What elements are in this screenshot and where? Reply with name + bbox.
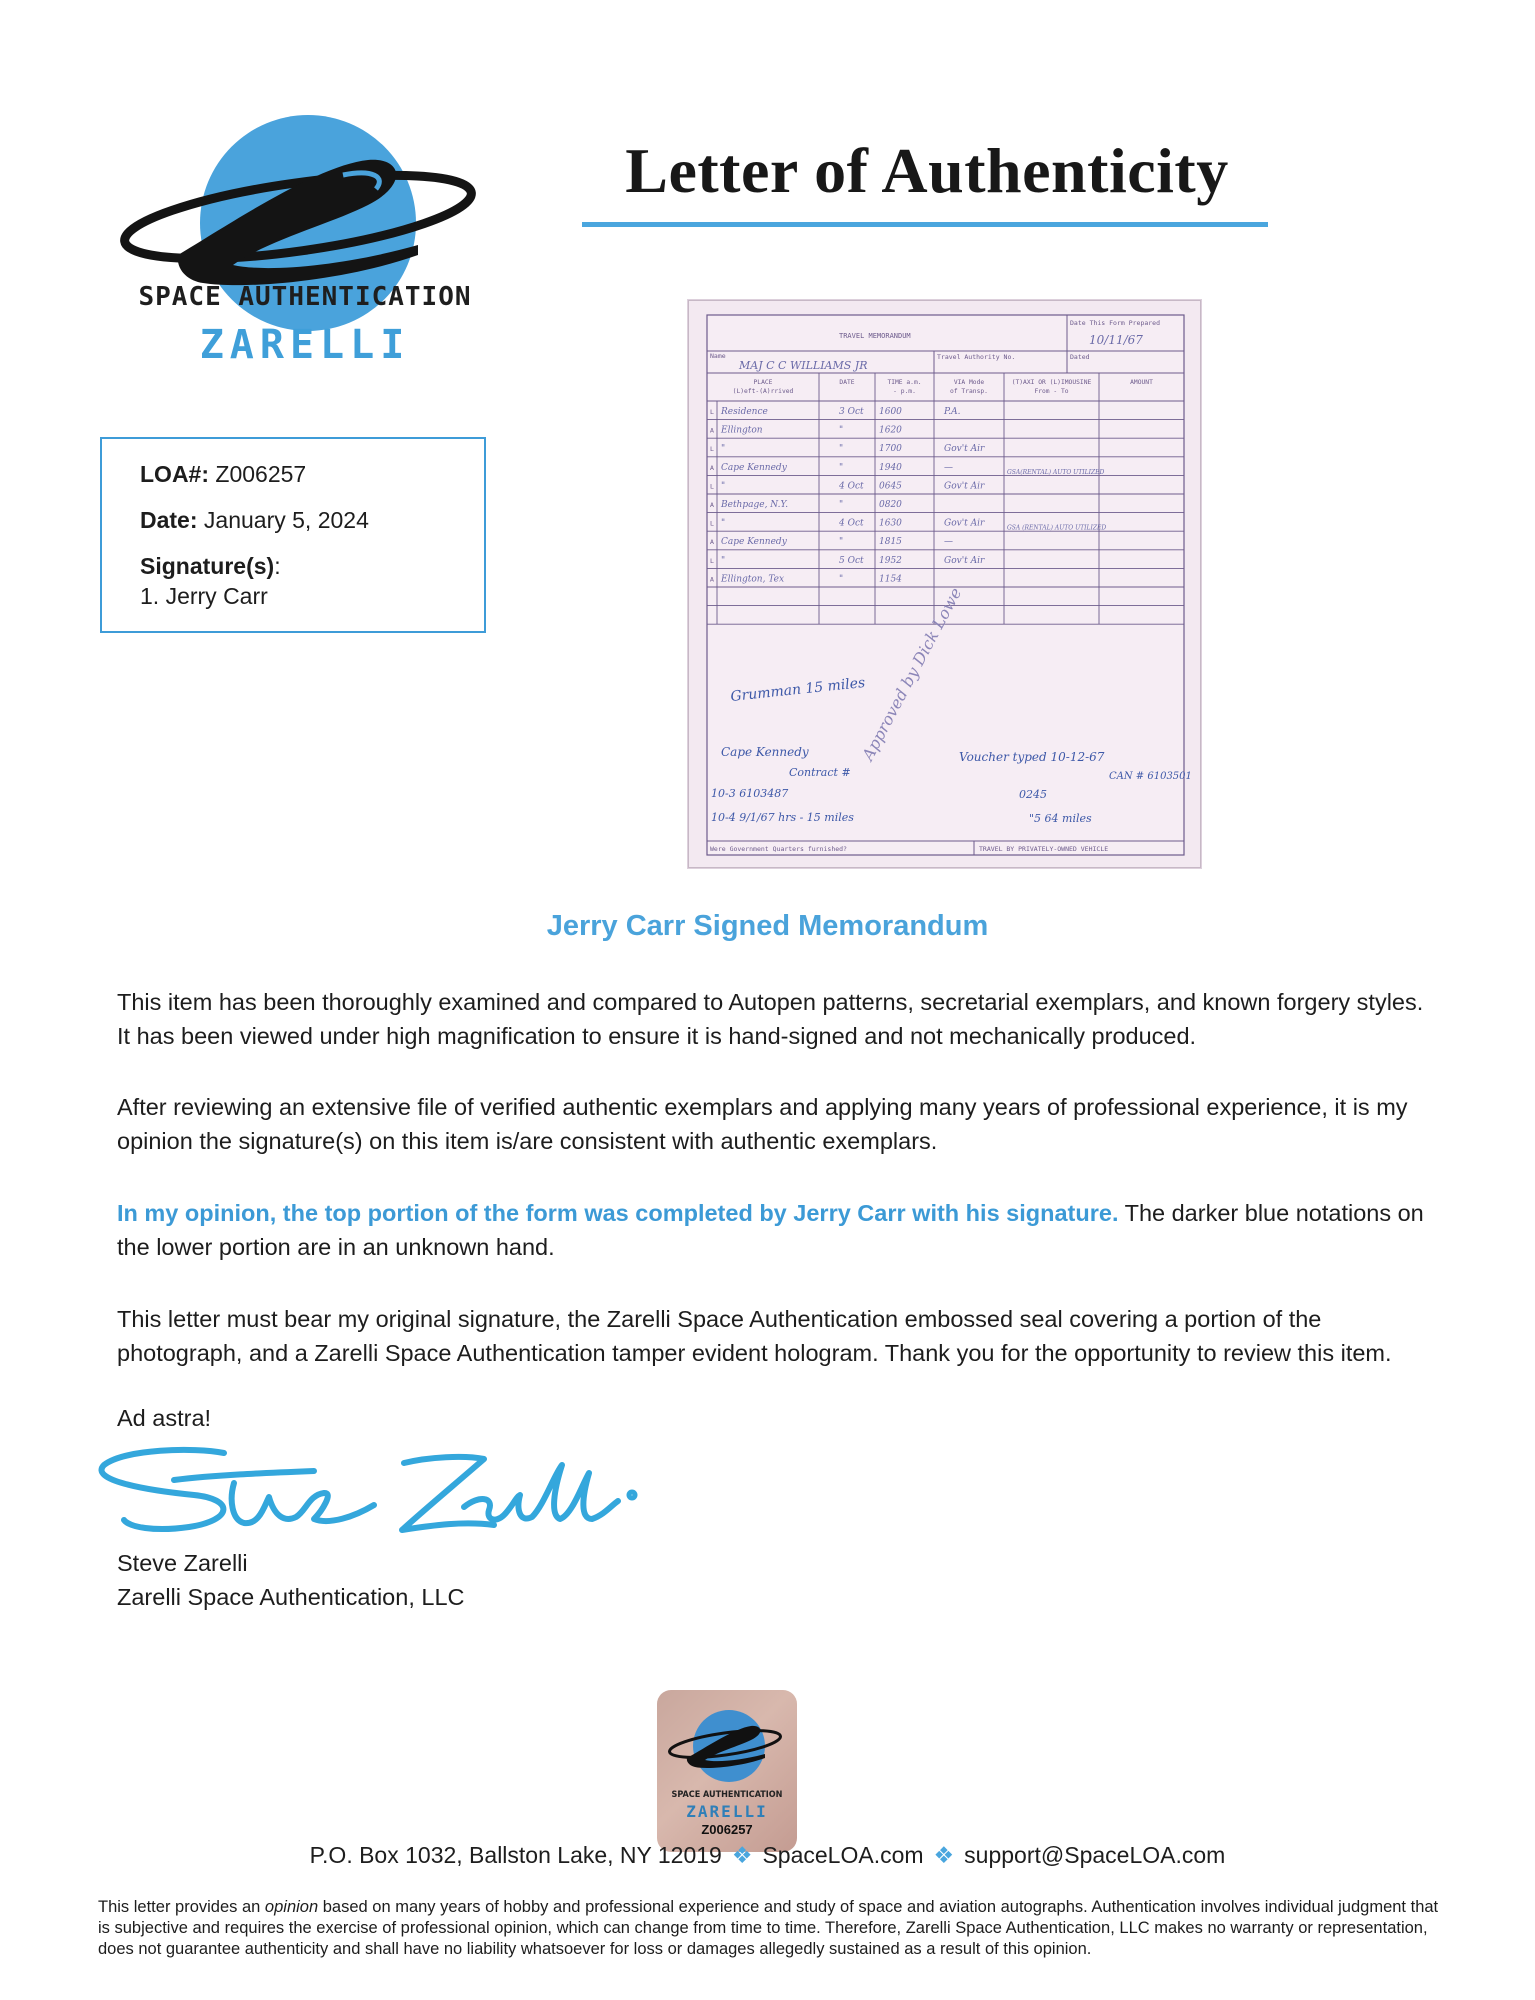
hologram-id: Z006257 bbox=[701, 1822, 753, 1837]
memo-cell: A bbox=[710, 575, 714, 584]
memo-cell: L bbox=[710, 519, 714, 528]
memo-cell: 0820 bbox=[879, 500, 902, 510]
memo-cell: 1620 bbox=[879, 425, 902, 436]
memo-date-prepared: 10/11/67 bbox=[1089, 333, 1143, 347]
memo-cell: Cape Kennedy bbox=[721, 537, 787, 548]
memo-cell: 1630 bbox=[879, 518, 902, 529]
loa-date-line bbox=[140, 507, 369, 534]
memo-cell: A bbox=[710, 463, 714, 472]
logo-brand-top: SPACE AUTHENTICATION bbox=[138, 282, 472, 312]
memo-cell: Cape Kennedy bbox=[721, 462, 787, 473]
memo-cell: " bbox=[839, 574, 844, 585]
memo-dated-label: Dated bbox=[1070, 353, 1090, 361]
memo-column-header: - p.m. bbox=[893, 388, 916, 395]
memo-cell: " bbox=[721, 481, 726, 492]
memo-cell: L bbox=[710, 408, 714, 416]
footer-separator-icon: ❖ bbox=[933, 1842, 955, 1868]
paragraph-portion-rest: The darker blue notations on the lower portion are in an unknown hand. bbox=[117, 1200, 1424, 1260]
memo-cell: 1154 bbox=[879, 574, 902, 585]
memo-name-label: Name bbox=[710, 352, 726, 360]
memo-column-header: TIME a.m. bbox=[887, 379, 922, 386]
memo-cell: 1940 bbox=[879, 462, 902, 473]
hologram-brand: ZARELLI bbox=[686, 1802, 768, 1821]
memo-cell: — bbox=[944, 462, 953, 473]
memo-column-header: (T)AXI OR (L)IMOUSINE bbox=[1011, 379, 1092, 386]
paragraph-requirements: This letter must bear my original signature, the Zarelli Space Authentication embossed seal covering a portion of the photograph, and a Zarelli Space Authentication tamper evident hologram. Thank you for the opportunity to review this item. bbox=[117, 1306, 1392, 1366]
disclaimer-part-1: This letter provides an bbox=[98, 1898, 265, 1916]
memo-footer-right: TRAVEL BY PRIVATELY-OWNED VEHICLE bbox=[979, 845, 1109, 853]
memo-cell: 1600 bbox=[879, 407, 902, 417]
memo-column-header: From - To bbox=[1034, 388, 1069, 395]
memo-date-prepared-label: Date This Form Prepared bbox=[1070, 319, 1161, 327]
memo-column-header: PLACE bbox=[753, 379, 773, 386]
footer-email[interactable]: support@SpaceLOA.com bbox=[964, 1842, 1226, 1868]
loa-info-box bbox=[100, 437, 486, 633]
paragraph-examination: This item has been thoroughly examined and compared to Autopen patterns, secretarial exemplars, and known forgery styles. It has been viewed under high magnification to ensure it is hand-signed and not mechanically produced. bbox=[117, 989, 1424, 1049]
hologram-top-text: SPACE AUTHENTICATION bbox=[671, 1790, 783, 1800]
footer-separator-icon: ❖ bbox=[731, 1842, 753, 1868]
memo-cell: " bbox=[839, 425, 844, 436]
memo-cell: L bbox=[710, 556, 714, 565]
memo-cell: Gov't Air bbox=[944, 481, 985, 492]
page-title: Letter of Authenticity bbox=[625, 135, 1229, 206]
memo-note-voucher: Voucher typed 10-12-67 bbox=[959, 750, 1105, 764]
memo-cell: 4 Oct bbox=[839, 481, 864, 492]
memo-note-row1: 10-3 6103487 bbox=[711, 787, 789, 800]
loa-number-line bbox=[140, 461, 306, 488]
memo-column-header: VIA Mode bbox=[953, 379, 985, 386]
memo-cell: Gov't Air bbox=[944, 518, 985, 529]
memo-header: TRAVEL MEMORANDUM bbox=[839, 332, 911, 340]
paragraph-opinion: After reviewing an extensive file of verified authentic exemplars and applying many years of professional experience, it is my opinion the signature(s) on this item is/are consistent with authentic exemplars. bbox=[117, 1094, 1408, 1154]
disclaimer-emphasis: opinion bbox=[264, 1898, 319, 1916]
memo-column-header: DATE bbox=[839, 379, 855, 386]
memo-cell: " bbox=[721, 444, 726, 455]
paragraph-portion-highlight: In my opinion, the top portion of the form was completed by Jerry Carr with his signature. bbox=[117, 1200, 1119, 1226]
authentication-hologram bbox=[657, 1690, 797, 1852]
memo-note-miles: "5 64 miles bbox=[1029, 812, 1092, 825]
signer-name: Steve Zarelli bbox=[117, 1550, 248, 1576]
closing-salutation: Ad astra! bbox=[117, 1405, 212, 1431]
footer-address: P.O. Box 1032, Ballston Lake, NY 12019 bbox=[309, 1842, 722, 1868]
memo-cell: " bbox=[839, 444, 844, 455]
loa-signatures-colon: : bbox=[274, 553, 281, 579]
memo-column-header: of Transp. bbox=[950, 388, 988, 395]
memo-cell: Ellington, Tex bbox=[721, 574, 785, 585]
loa-signatures-label: Signature(s) bbox=[140, 553, 275, 579]
item-subtitle: Jerry Carr Signed Memorandum bbox=[546, 910, 989, 942]
memo-note-0245: 0245 bbox=[1019, 788, 1047, 801]
memo-cell: A bbox=[710, 501, 714, 509]
memo-cell: A bbox=[710, 538, 714, 547]
memo-note-grumman: Grumman 15 miles bbox=[729, 674, 866, 705]
memo-cell: GSA (RENTAL) AUTO UTILIZED bbox=[1007, 524, 1107, 532]
memo-cell: L bbox=[710, 445, 714, 454]
memorandum-form bbox=[689, 301, 1202, 869]
memo-cell: " bbox=[839, 462, 844, 473]
memo-cell: " bbox=[839, 537, 844, 548]
loa-signatures-label-line bbox=[140, 553, 281, 580]
legal-disclaimer bbox=[98, 1897, 1443, 1960]
memo-cell: 4 Oct bbox=[839, 518, 864, 529]
memo-cell: 1815 bbox=[879, 537, 902, 548]
memo-footer-left: Were Government Quarters furnished? bbox=[710, 845, 847, 853]
loa-signature-item: 1. Jerry Carr bbox=[140, 583, 268, 609]
hologram-logo-icon bbox=[665, 1700, 789, 1792]
paragraph-portion bbox=[117, 1196, 1437, 1264]
memo-cell: 5 Oct bbox=[839, 555, 864, 566]
memo-travel-auth-label: Travel Authority No. bbox=[937, 353, 1016, 361]
memo-cell: 1952 bbox=[879, 555, 902, 566]
memo-note-row2: 10-4 9/1/67 hrs - 15 miles bbox=[711, 811, 854, 824]
memo-cell: — bbox=[944, 537, 953, 548]
memo-note-approved: Approved by Dick Lowe bbox=[858, 584, 966, 764]
memo-name: MAJ C C WILLIAMS JR bbox=[739, 359, 868, 372]
memo-cell: Residence bbox=[721, 407, 768, 417]
memo-column-header: (L)eft-(A)rrived bbox=[732, 388, 794, 395]
memo-note-can: CAN # 6103501 bbox=[1109, 771, 1192, 782]
loa-date-label: Date: bbox=[140, 507, 198, 533]
footer-website[interactable]: SpaceLOA.com bbox=[762, 1842, 924, 1868]
memo-cell: Gov't Air bbox=[944, 444, 985, 455]
signer-company: Zarelli Space Authentication, LLC bbox=[117, 1584, 465, 1610]
memo-column-header: AMOUNT bbox=[1130, 379, 1153, 386]
loa-date: January 5, 2024 bbox=[203, 507, 369, 533]
memo-cell: " bbox=[839, 500, 844, 510]
loa-number-label: LOA#: bbox=[140, 461, 209, 487]
memo-note-cape: Cape Kennedy bbox=[721, 745, 809, 759]
disclaimer-part-2: based on many years of hobby and professional experience and study of space and aviation autographs. Authentication involves individual judgment that is subjective and requires the exercise of professional opinion, which can change from time to time. Therefore, Zarelli Space Authentication, LLC makes no warranty or representation, does not guarantee authenticity and shall have no liability whatsoever for loss or damages allegedly sustained as a result of this opinion. bbox=[98, 1898, 1439, 1958]
footer-contact bbox=[0, 1842, 1535, 1869]
memo-cell: Bethpage, N.Y. bbox=[721, 500, 789, 510]
memo-cell: Ellington bbox=[721, 425, 763, 436]
memo-cell: GSA(RENTAL) AUTO UTILIZED bbox=[1007, 468, 1105, 476]
memo-cell: 3 Oct bbox=[839, 407, 864, 417]
memorandum-photo bbox=[688, 300, 1201, 868]
memo-cell: " bbox=[721, 518, 726, 529]
memo-cell: 1700 bbox=[879, 444, 902, 455]
memo-cell: " bbox=[721, 555, 726, 566]
memo-cell: Gov't Air bbox=[944, 555, 985, 566]
memo-note-contract: Contract # bbox=[789, 766, 851, 779]
memo-cell: P.A. bbox=[944, 407, 961, 417]
logo-brand-bottom: ZARELLI bbox=[199, 322, 411, 368]
loa-number: Z006257 bbox=[215, 461, 307, 487]
memo-cell: A bbox=[710, 426, 714, 435]
title-underline bbox=[582, 222, 1268, 227]
memo-cell: L bbox=[710, 482, 714, 491]
memo-cell: 0645 bbox=[879, 481, 902, 492]
